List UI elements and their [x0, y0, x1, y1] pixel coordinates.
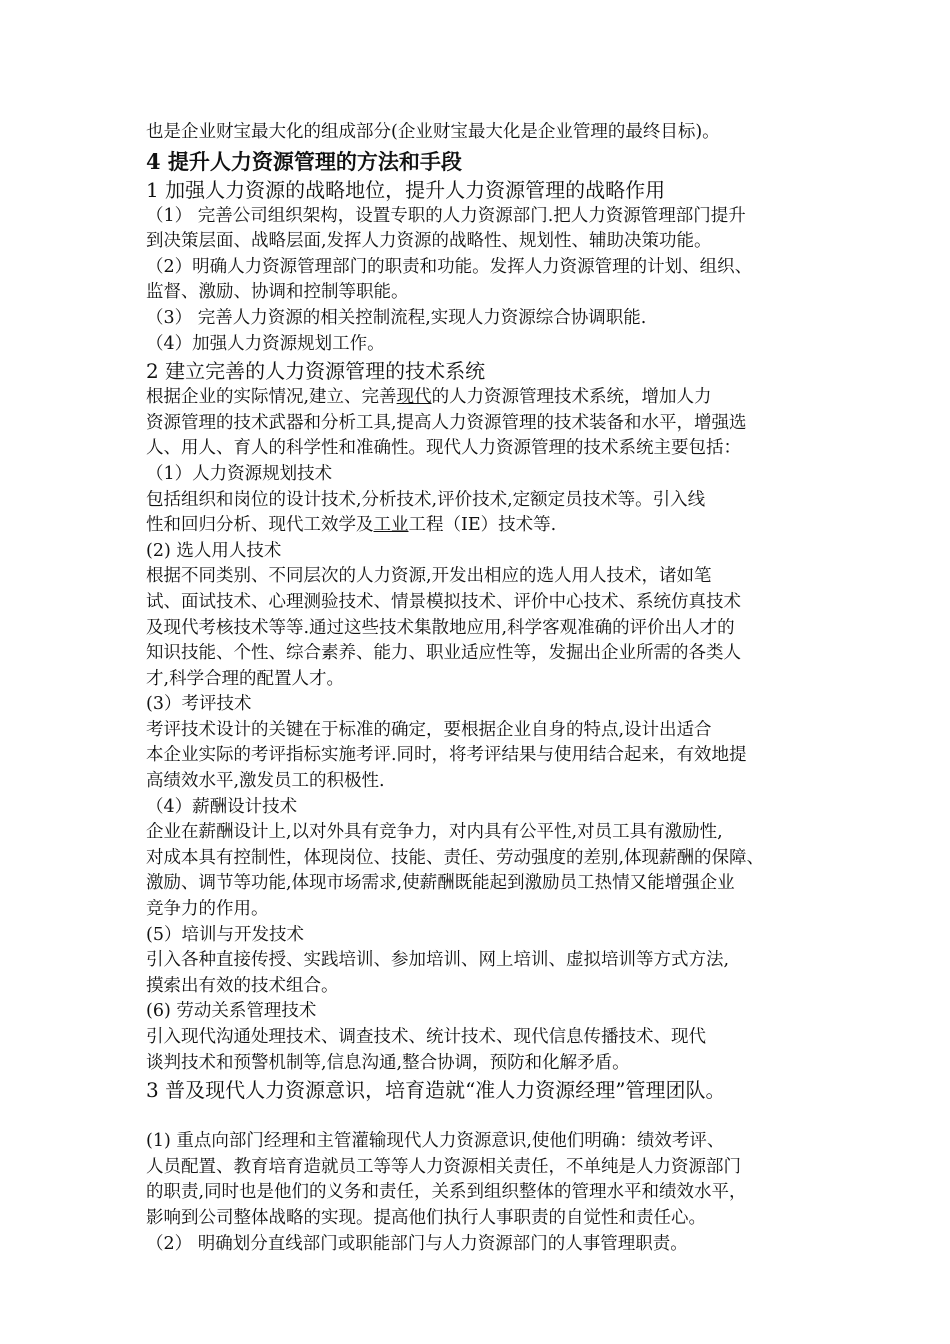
text-line: 知识技能、个性、综合素养、能力、职业适应性等，发掘出企业所需的各类人	[146, 643, 741, 664]
text-line: (1) 重点向部门经理和主管灌输现代人力资源意识,使他们明确：绩效考评、	[146, 1131, 725, 1152]
text-line: 人、用人、育人的科学性和准确性。现代人力资源管理的技术系统主要包括：	[146, 438, 741, 459]
text-line: （1）人力资源规划技术	[146, 463, 333, 484]
subsection-heading: 2 建立完善的人力资源管理的技术系统	[146, 359, 486, 384]
text-line: 试、面试技术、心理测验技术、情景模拟技术、评价中心技术、系统仿真技术	[146, 591, 741, 612]
underlined-link[interactable]: 工业	[373, 515, 409, 536]
text-line: 也是企业财宝最大化的组成部分(企业财宝最大化是企业管理的最终目标)。	[146, 122, 720, 142]
subsection-heading: 3 普及现代人力资源意识，培育造就“准人力资源经理”管理团队。	[146, 1078, 726, 1103]
text-segment: 根据企业的实际情况,建立、完善	[146, 387, 397, 408]
text-segment: 工程（IE）技术等.	[408, 515, 557, 536]
text-line: （1） 完善公司组织架构，设置专职的人力资源部门.把人力资源管理部门提升	[146, 205, 746, 226]
text-line: (3）考评技术	[146, 694, 252, 715]
text-line: 谈判技术和预警机制等,信息沟通,整合协调，预防和化解矛盾。	[146, 1052, 630, 1073]
text-line: 激励、调节等功能,体现市场需求,使薪酬既能起到激励员工热情又能增强企业	[146, 873, 735, 894]
text-line: 才,科学合理的配置人才。	[146, 668, 345, 689]
blank-line	[146, 1104, 814, 1129]
text-line: （4）加强人力资源规划工作。	[146, 333, 385, 354]
text-line: （2）明确人力资源管理部门的职责和功能。发挥人力资源管理的计划、组织、	[146, 256, 753, 277]
text-line: （4）薪酬设计技术	[146, 796, 298, 817]
text-line: 引入现代沟通处理技术、调查技术、统计技术、现代信息传播技术、现代	[146, 1027, 706, 1047]
text-line: 人员配置、教育培育造就员工等等人力资源相关责任，不单纯是人力资源部门	[146, 1156, 741, 1177]
section-heading: 4 提升人力资源管理的方法和手段	[146, 148, 462, 174]
text-segment: 性和回归分析、现代工效学及	[146, 515, 374, 536]
text-segment: 的人力资源管理技术系统，增加人力	[431, 387, 712, 408]
text-line: 监督、激励、协调和控制等职能。	[146, 282, 409, 303]
subsection-heading: 1 加强人力资源的战略地位，提升人力资源管理的战略作用	[146, 177, 666, 202]
text-line: 考评技术设计的关键在于标准的确定，要根据企业自身的特点,设计出适合	[146, 719, 712, 740]
text-line: 本企业实际的考评指标实施考评.同时，将考评结果与使用结合起来，有效地提	[146, 745, 747, 766]
text-line: 对成本具有控制性，体现岗位、技能、责任、劳动强度的差别,体现薪酬的保障、	[146, 847, 765, 868]
text-line: 及现代考核技术等等.通过这些技术集散地应用,科学客观准确的评价出人才的	[146, 617, 735, 638]
text-line: (6) 劳动关系管理技术	[146, 1001, 317, 1022]
text-line: (2) 选人用人技术	[146, 540, 282, 561]
text-line: 的职责,同时也是他们的义务和责任，关系到组织整体的管理水平和绩效水平，	[146, 1182, 747, 1203]
text-line: 包括组织和岗位的设计技术,分析技术,评价技术,定额定员技术等。引入线	[146, 489, 706, 510]
document-page	[146, 120, 814, 1257]
text-line: 竞争力的作用。	[146, 899, 269, 920]
text-line: （2） 明确划分直线部门或职能部门与人力资源部门的人事管理职责。	[146, 1233, 688, 1254]
text-line: (5）培训与开发技术	[146, 924, 304, 945]
text-line: 摸索出有效的技术组合。	[146, 975, 339, 996]
text-line: 企业在薪酬设计上,以对外具有竞争力，对内具有公平性,对员工具有激励性,	[146, 822, 723, 843]
text-line: 根据不同类别、不同层次的人力资源,开发出相应的选人用人技术，诸如笔	[146, 566, 712, 587]
text-line: 高绩效水平,激发员工的积极性.	[146, 771, 385, 792]
text-line: 资源管理的技术武器和分析工具,提高人力资源管理的技术装备和水平，增强选	[146, 412, 747, 433]
text-line: 引入各种直接传授、实践培训、参加培训、网上培训、虚拟培训等方式方法,	[146, 950, 730, 971]
underlined-link[interactable]: 现代	[396, 387, 432, 408]
text-line: （3） 完善人力资源的相关控制流程,实现人力资源综合协调职能.	[146, 307, 647, 328]
text-line	[146, 385, 814, 411]
text-line	[146, 513, 814, 539]
text-line: 到决策层面、战略层面,发挥人力资源的战略性、规划性、辅助决策功能。	[146, 231, 712, 252]
text-line: 影响到公司整体战略的实现。提高他们执行人事职责的自觉性和责任心。	[146, 1207, 706, 1228]
